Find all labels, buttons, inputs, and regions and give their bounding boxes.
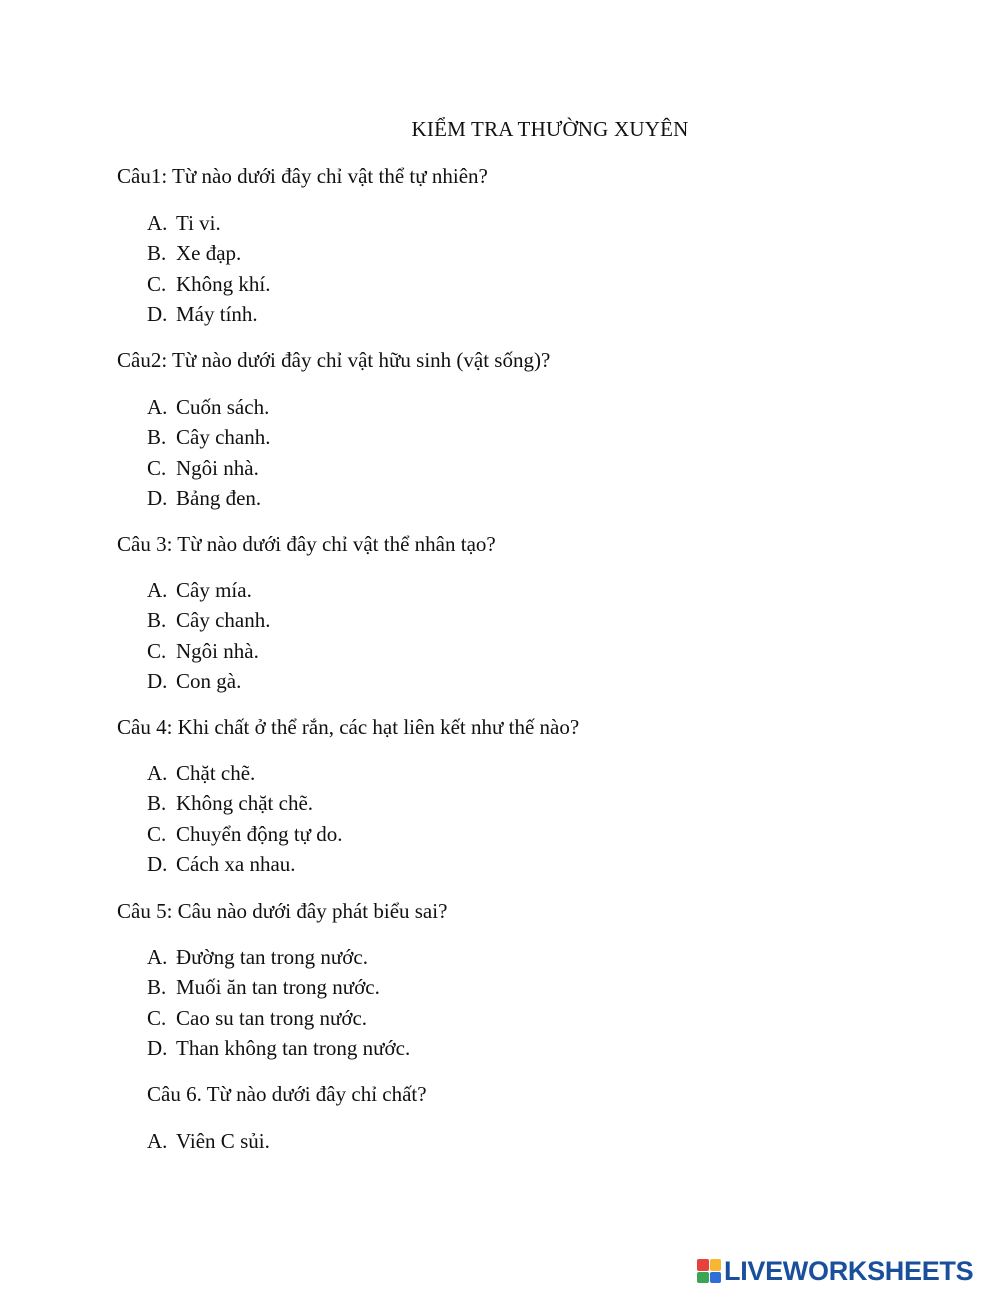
option-letter: C. bbox=[147, 821, 167, 846]
option-text: Cách xa nhau. bbox=[176, 851, 296, 876]
logo-cell-red bbox=[697, 1259, 709, 1271]
option-item[interactable] bbox=[147, 299, 271, 329]
option-item[interactable] bbox=[147, 636, 270, 666]
option-text: Bảng đen. bbox=[176, 485, 262, 510]
option-item[interactable] bbox=[147, 758, 343, 788]
option-text: Cây chanh. bbox=[176, 608, 271, 633]
option-item[interactable] bbox=[147, 453, 270, 483]
question-3-options bbox=[147, 575, 270, 696]
option-text: Con gà. bbox=[176, 668, 242, 693]
option-text: Cao su tan trong nước. bbox=[176, 1005, 368, 1030]
logo-cell-yellow bbox=[710, 1259, 722, 1271]
option-text: Đường tan trong nước. bbox=[176, 945, 368, 969]
option-item[interactable] bbox=[147, 788, 343, 818]
option-item[interactable] bbox=[147, 666, 270, 696]
option-item[interactable] bbox=[147, 1003, 410, 1033]
option-text: Muối ăn tan trong nước. bbox=[176, 975, 380, 1000]
option-letter: D. bbox=[147, 668, 168, 693]
option-item[interactable] bbox=[147, 269, 271, 299]
option-letter: B. bbox=[147, 975, 167, 1000]
option-letter: A. bbox=[147, 211, 168, 235]
option-letter: B. bbox=[147, 425, 167, 450]
option-text: Ngôi nhà. bbox=[176, 638, 259, 663]
option-letter: B. bbox=[147, 608, 167, 633]
option-text: Chặt chẽ. bbox=[176, 761, 256, 785]
option-text: Ti vi. bbox=[176, 211, 221, 235]
question-1-options bbox=[147, 208, 271, 329]
option-item[interactable] bbox=[147, 575, 270, 605]
question-4-text: Câu 4: Khi chất ở thể rắn, các hạt liên kết như thế nào? bbox=[117, 715, 580, 739]
option-text: Cây mía. bbox=[176, 578, 252, 602]
option-letter: C. bbox=[147, 271, 167, 296]
option-item[interactable] bbox=[147, 849, 343, 879]
question-5-text: Câu 5: Câu nào dưới đây phát biểu sai? bbox=[117, 899, 448, 923]
option-letter: A. bbox=[147, 1129, 168, 1153]
option-item[interactable] bbox=[147, 238, 271, 268]
option-item[interactable] bbox=[147, 972, 410, 1002]
liveworksheets-logo-icon bbox=[697, 1259, 721, 1283]
question-2-text: Câu2: Từ nào dưới đây chỉ vật hữu sinh (vật sống)? bbox=[117, 348, 551, 372]
question-6-options bbox=[147, 1126, 270, 1156]
question-3-text: Câu 3: Từ nào dưới đây chỉ vật thể nhân tạo? bbox=[117, 532, 496, 556]
option-item[interactable] bbox=[147, 942, 410, 972]
question-2-options bbox=[147, 392, 270, 513]
option-letter: C. bbox=[147, 455, 167, 480]
option-text: Không chặt chẽ. bbox=[176, 791, 314, 816]
option-item[interactable] bbox=[147, 392, 270, 422]
logo-cell-blue bbox=[710, 1272, 722, 1284]
option-letter: C. bbox=[147, 1005, 167, 1030]
option-text: Cuốn sách. bbox=[176, 395, 270, 419]
option-letter: C. bbox=[147, 638, 167, 663]
option-letter: B. bbox=[147, 241, 167, 266]
option-item[interactable] bbox=[147, 483, 270, 513]
option-item[interactable] bbox=[147, 208, 271, 238]
option-text: Chuyển động tự do. bbox=[176, 821, 343, 846]
option-text: Than không tan trong nước. bbox=[176, 1035, 411, 1060]
option-letter: A. bbox=[147, 395, 168, 419]
option-item[interactable] bbox=[147, 605, 270, 635]
liveworksheets-logo[interactable] bbox=[697, 1256, 973, 1286]
question-1-text: Câu1: Từ nào dưới đây chỉ vật thể tự nhiên? bbox=[117, 164, 488, 188]
logo-cell-green bbox=[697, 1272, 709, 1284]
option-text: Ngôi nhà. bbox=[176, 455, 259, 480]
option-item[interactable] bbox=[147, 819, 343, 849]
question-4-options bbox=[147, 758, 343, 879]
question-5-options bbox=[147, 942, 410, 1063]
option-letter: A. bbox=[147, 761, 168, 785]
option-letter: B. bbox=[147, 791, 167, 816]
logo-text: LIVEWORKSHEETS bbox=[724, 1255, 974, 1286]
option-item[interactable] bbox=[147, 422, 270, 452]
question-6-text: Câu 6. Từ nào dưới đây chỉ chất? bbox=[147, 1082, 427, 1106]
option-letter: A. bbox=[147, 945, 168, 969]
option-item[interactable] bbox=[147, 1126, 270, 1156]
option-letter: D. bbox=[147, 301, 168, 326]
option-text: Máy tính. bbox=[176, 301, 258, 326]
option-item[interactable] bbox=[147, 1033, 410, 1063]
option-letter: D. bbox=[147, 1035, 168, 1060]
option-text: Không khí. bbox=[176, 271, 271, 296]
option-letter: D. bbox=[147, 851, 168, 876]
option-text: Xe đạp. bbox=[176, 241, 242, 266]
option-text: Cây chanh. bbox=[176, 425, 271, 450]
option-text: Viên C sủi. bbox=[176, 1129, 270, 1153]
page-title: KIỂM TRA THƯỜNG XUYÊN bbox=[411, 117, 689, 141]
option-letter: D. bbox=[147, 485, 168, 510]
option-letter: A. bbox=[147, 578, 168, 602]
